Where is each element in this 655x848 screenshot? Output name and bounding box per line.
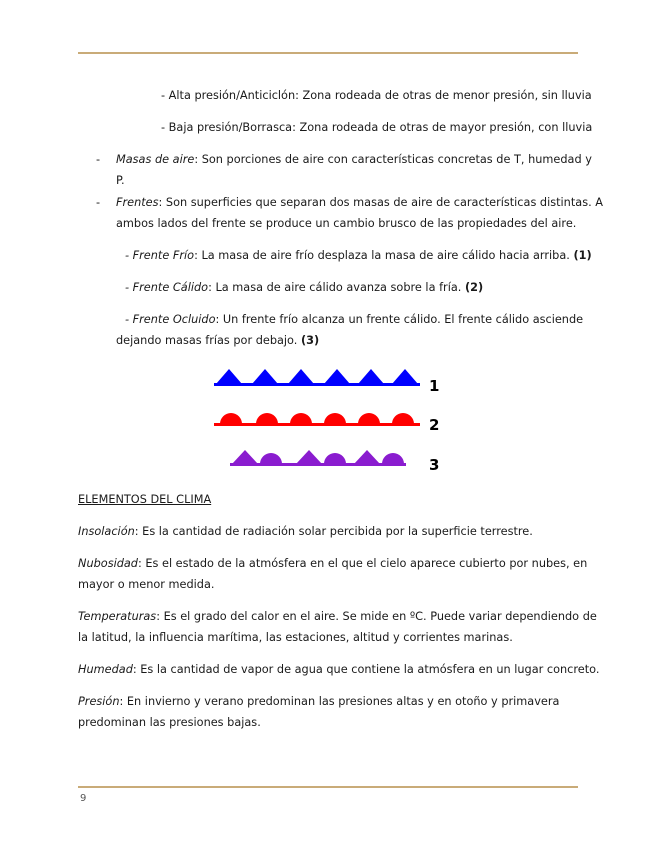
occluded-front-line-2 [116,334,319,348]
diagram-label-3: 3 [429,456,440,474]
cold-front-ref: (1) [573,249,592,262]
temperatures-line-1 [78,610,597,624]
occluded-front-term: - Frente Ocluido [125,313,216,326]
insolation-term: Insolación [78,525,135,538]
fronts-text: : Son superficies que separan dos masas de aire de características distintas. A [158,196,603,209]
warm-front-semicircle [290,413,312,424]
insolation-text: : Es la cantidad de radiación solar percibida por la superficie terrestre. [134,525,533,538]
temperatures-text: : Es el grado del calor en el aire. Se mide en ºC. Puede variar dependiendo de [156,610,597,623]
cold-front-triangle [392,369,418,384]
header-rule [78,52,578,54]
humidity-term: Humedad [78,663,133,676]
diagram-label-2: 2 [429,416,440,434]
warm-front-semicircle [220,413,242,424]
warm-front-semicircle [358,413,380,424]
occluded-front-semicircle [260,453,282,464]
cloudiness-line-2: mayor o menor medida. [78,578,215,591]
humidity-line [78,663,599,677]
high-pressure-line: - Alta presión/Anticiclón: Zona rodeada de otras de menor presión, sin lluvia [161,89,592,102]
page-number: 9 [80,793,87,804]
occluded-front-triangle [232,450,258,464]
cold-front-triangle [324,369,350,384]
occluded-front-text-2: dejando masas frías por debajo. [116,334,301,347]
fronts-diagram [200,362,460,477]
cold-front-triangle [288,369,314,384]
pressure-element-line-2: predominan las presiones bajas. [78,716,261,729]
cold-front-triangle [358,369,384,384]
warm-front-line-stroke [214,423,420,426]
air-masses-text: : Son porciones de aire con características concretas de T, humedad y [194,153,592,166]
low-pressure-line: - Baja presión/Borrasca: Zona rodeada de otras de mayor presión, con lluvia [161,121,593,134]
warm-front-semicircle [392,413,414,424]
warm-front-term: - Frente Cálido [125,281,209,294]
occluded-front-triangle [354,450,380,464]
occluded-front-ref: (3) [300,334,320,347]
pressure-element-text: : En invierno y verano predominan las presiones altas y en otoño y primavera [119,695,560,708]
cloudiness-term: Nubosidad [78,557,138,570]
occluded-front-text: : Un frente frío alcanza un frente cálido. El frente cálido asciende [215,313,584,326]
occluded-front-symbol [230,450,406,466]
warm-front-semicircle [324,413,346,424]
air-masses-term: Masas de aire [116,153,195,166]
temperatures-term: Temperaturas [78,610,157,623]
bullet-marker: - [96,196,101,209]
fronts-line-2: ambos lados del frente se produce un cambio brusco de las propiedades del aire. [116,217,577,230]
warm-front-text: : La masa de aire cálido avanza sobre la fría. [208,281,465,294]
cold-front-triangle [252,369,278,384]
air-masses-line-2: P. [116,174,125,187]
footer-rule [78,786,578,788]
cold-front-line [125,249,592,263]
occluded-front-triangle [296,450,322,464]
occluded-front-semicircle [382,453,404,464]
cold-front-text: : La masa de aire frío desplaza la masa de aire cálido hacia arriba. [194,249,574,262]
cold-front-triangle [216,369,242,384]
warm-front-semicircle [256,413,278,424]
diagram-label-1: 1 [429,377,440,395]
bullet-marker: - [96,153,101,166]
air-masses-line-1 [116,153,592,167]
temperatures-line-2: la latitud, la influencia marítima, las estaciones, altitud y corrientes marinas. [78,631,513,644]
cloudiness-text: : Es el estado de la atmósfera en el que el cielo aparece cubierto por nubes, en [137,557,588,570]
occluded-front-semicircle [324,453,346,464]
climate-heading: ELEMENTOS DEL CLIMA [78,493,212,506]
fronts-line-1 [116,196,603,210]
cold-front-symbol [214,369,420,386]
pressure-element-term: Presión [78,695,120,708]
fronts-term: Frentes [116,196,159,209]
warm-front-ref: (2) [464,281,484,294]
pressure-element-line-1 [78,695,559,709]
warm-front-symbol [214,413,420,426]
cold-front-line-stroke [214,383,420,386]
cloudiness-line-1 [78,557,587,571]
insolation-line [78,525,533,539]
warm-front-line [125,281,483,295]
humidity-text: : Es la cantidad de vapor de agua que contiene la atmósfera en un lugar concreto. [132,663,600,676]
cold-front-term: - Frente Frío [125,249,195,262]
occluded-front-line-1 [125,313,583,327]
